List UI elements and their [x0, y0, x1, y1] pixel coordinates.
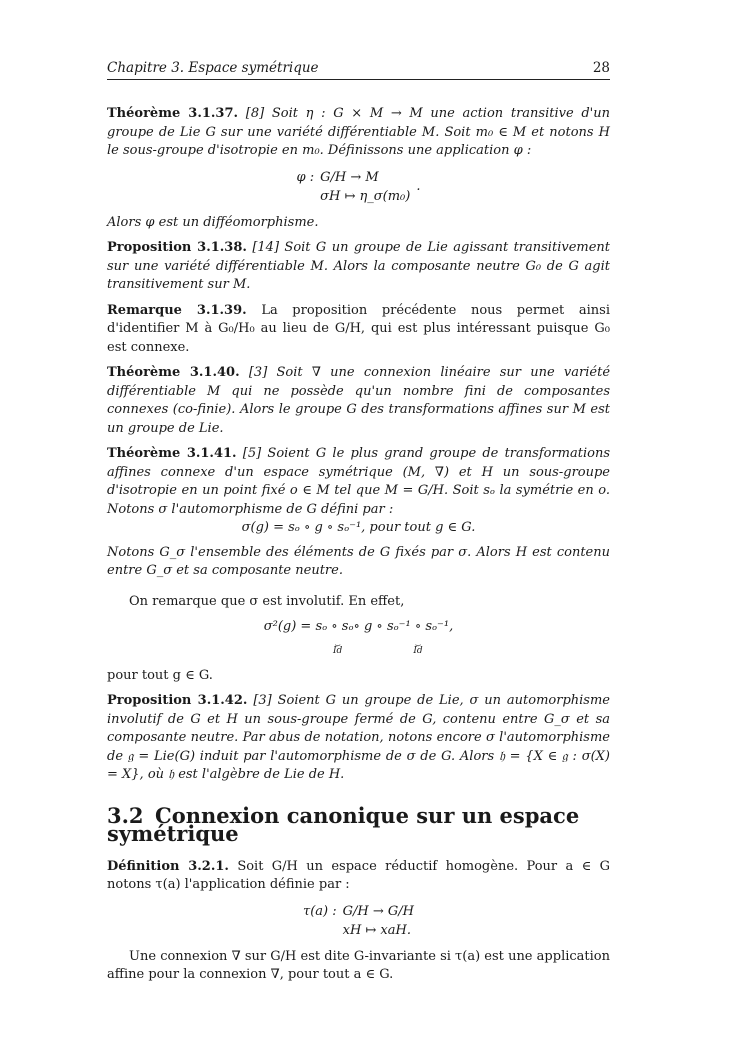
theorem-3-1-40 — [107, 364, 610, 438]
remark-text: La proposition précédente nous permet ainsi d'identifier M à G₀/H₀ au lieu de G/H, qui est plus intéressant puisque G₀ est connexe. — [107, 302, 611, 355]
remark-label: Remarque 3.1.39. — [107, 302, 247, 318]
equation-middle: g ∘ — [359, 619, 387, 634]
theorem-label: Théorème 3.1.37. — [107, 106, 239, 121]
definition-3-2-1 — [107, 858, 610, 895]
page-number: 28 — [592, 60, 610, 76]
map-end: . — [416, 179, 421, 194]
proposition-3-1-42 — [107, 692, 610, 785]
involution-remark: On remarque que σ est involutif. En effet, — [129, 593, 405, 609]
proposition-label: Proposition 3.1.42. — [107, 693, 248, 708]
sigma-definition-equation: σ(g) = sₒ ∘ g ∘ sₒ⁻¹, pour tout g ∈ G. — [241, 520, 476, 535]
invariant-connection-paragraph: Une connexion ∇ sur G/H est dite G-invariante si τ(a) est une application affine pour la connexion ∇, pour tout a ∈ G. — [107, 948, 610, 982]
theorem-3-1-41 — [107, 445, 610, 519]
proposition-3-1-38 — [107, 239, 610, 295]
map-domain-line: G/H → G/H — [342, 903, 414, 919]
theorem-label: Théorème 3.1.40. — [107, 365, 240, 380]
proposition-text: [14] Soit G un groupe de Lie agissant transitivement sur une variété différentiable M. Alors la composante neutre G₀ de G agit transitivement sur M. — [107, 240, 611, 292]
map-name: φ : — [296, 169, 315, 185]
definition-text: Soit G/H un espace réductif homogène. Pour a ∈ G notons τ(a) l'application définie par : — [107, 858, 610, 892]
theorem-text: [5] Soient G le plus grand groupe de transformations affines connexe d'un espace symétrique (M, ∇) et H un sous-groupe d'isotropie en un point fixé o ∈ M tel que M = G/H. Soit sₒ la symétrie en o. Notons σ l'automorphisme de G défini par : — [107, 446, 610, 517]
underbrace-group-2: sₒ⁻¹ ∘ sₒ⁻¹ ⏟ Id — [386, 619, 450, 656]
theorem-conclusion: Alors φ est un difféomorphisme. — [107, 214, 319, 230]
map-tau-display — [107, 902, 610, 940]
underbrace-group-1: sₒ ∘ sₒ∘ ⏟ Id — [315, 619, 360, 656]
theorem-conclusion: Notons G_σ l'ensemble des éléments de G fixés par σ. Alors H est contenu entre G_σ et sa composante neutre. — [107, 544, 610, 578]
map-phi-display — [107, 168, 610, 206]
equation-end: , — [449, 619, 454, 634]
definition-label: Définition 3.2.1. — [107, 858, 229, 874]
proposition-text: [3] Soient G un groupe de Lie, σ un automorphisme involutif de G et H un sous-groupe fermé de G, contenu entre G_σ et sa composante neutre. Par abus de notation, notons encore σ l'automorphisme de 𝔤 = Lie(G) induit par l'automorphisme de σ de G. Alors 𝔥 = {X ∈ 𝔤 : σ(X) = X}, où 𝔥 est l'algèbre de Lie de H. — [107, 693, 611, 782]
theorem-text: [3] Soit ∇ une connexion linéaire sur une variété différentiable M qui ne possède qu'un nombre fini de composantes connexes (co-finie). Alors le groupe G des transformations affines sur M est un groupe de Lie. — [107, 365, 611, 436]
map-name: τ(a) : — [303, 903, 337, 919]
section-heading — [107, 802, 610, 846]
page-body — [107, 105, 610, 992]
underbrace-label: Id — [413, 645, 423, 656]
theorem-text: [8] Soit η : G × M → M une action transitive d'un groupe de Lie G sur une variété différentiable M. Soit m₀ ∈ M et notons H le sous-groupe d'isotropie en m₀. Définissons une application φ : — [107, 106, 610, 158]
section-number: 3.2 — [107, 802, 144, 828]
map-rule-line: σH ↦ η_σ(m₀) — [320, 188, 411, 204]
proposition-label: Proposition 3.1.38. — [107, 240, 247, 255]
map-domain-line: G/H → M — [320, 169, 379, 185]
for-all-statement: pour tout g ∈ G. — [107, 667, 213, 683]
section-title: Connexion canonique sur un espace symétrique — [107, 802, 580, 846]
map-rule-line: xH ↦ xaH. — [342, 922, 411, 938]
equation-lhs: σ²(g) = — [263, 619, 316, 634]
underbrace-label: Id — [332, 645, 343, 656]
theorem-3-1-37 — [107, 105, 610, 161]
theorem-label: Théorème 3.1.41. — [107, 446, 237, 461]
running-header — [107, 60, 610, 80]
involution-equation — [107, 618, 610, 657]
chapter-title: Chapitre 3. Espace symétrique — [107, 60, 319, 76]
remark-3-1-39 — [107, 302, 610, 358]
